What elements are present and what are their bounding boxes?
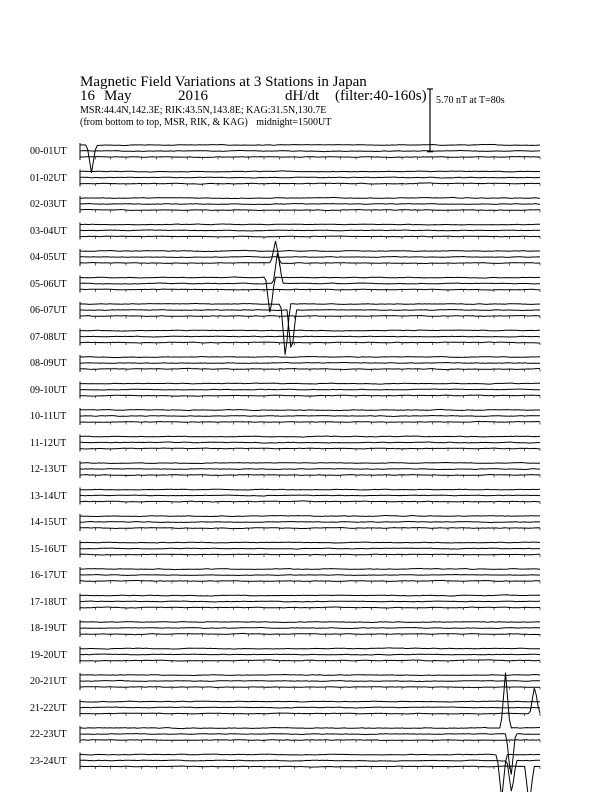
hour-label: 11-12UT <box>30 437 67 449</box>
scale-bar-label: 5.70 nT at T=80s <box>436 95 505 106</box>
date-month: May <box>104 88 132 104</box>
trace-kag <box>80 622 540 623</box>
trace-rik <box>80 469 540 470</box>
trace-rik <box>80 336 540 337</box>
trace-rik <box>80 150 540 151</box>
trace-kag <box>80 436 540 437</box>
hour-row <box>80 541 540 558</box>
hour-row <box>80 329 540 346</box>
trace-msr <box>80 607 540 608</box>
quantity-label: dH/dt <box>285 88 320 104</box>
trace-kag <box>80 595 540 596</box>
trace-rik <box>80 416 540 417</box>
hour-label: 18-19UT <box>30 623 67 634</box>
trace-kag <box>80 383 540 384</box>
trace-rik <box>80 654 540 655</box>
trace-rik <box>80 177 540 178</box>
trace-msr <box>80 241 540 264</box>
trace-kag <box>80 516 540 517</box>
trace-rik <box>80 257 540 258</box>
hour-row <box>80 241 540 266</box>
trace-kag <box>80 542 540 543</box>
trace-rik <box>80 495 540 496</box>
hour-row <box>80 408 540 425</box>
filter-label: (filter:40-160s) <box>335 88 427 104</box>
trace-kag <box>80 303 540 354</box>
hour-row <box>80 753 540 792</box>
trace-rik <box>80 760 540 791</box>
chart-title: Magnetic Field Variations at 3 Stations in Japan <box>80 74 367 90</box>
trace-rik <box>80 707 540 708</box>
trace-rik <box>80 362 540 363</box>
trace-kag <box>80 224 540 225</box>
hour-row <box>80 647 540 664</box>
trace-rik <box>80 230 540 231</box>
trace-kag <box>80 675 540 676</box>
hour-label: 21-22UT <box>30 702 67 714</box>
trace-kag <box>80 568 540 569</box>
trace-kag <box>80 357 540 358</box>
hour-label: 01-02UT <box>30 172 67 184</box>
hour-label: 22-23UT <box>30 729 67 740</box>
scale-bar <box>427 89 433 152</box>
hour-label: 20-21UT <box>30 676 67 687</box>
trace-kag <box>80 701 540 702</box>
trace-msr <box>80 766 540 792</box>
trace-msr <box>80 740 540 741</box>
order-note: (from bottom to top, MSR, RIK, & KAG) <box>80 117 248 128</box>
hour-row <box>80 223 540 240</box>
hour-label: 13-14UT <box>30 490 67 502</box>
trace-kag <box>80 463 540 464</box>
trace-msr <box>80 580 540 581</box>
hour-row <box>80 673 540 690</box>
hour-row <box>80 143 540 173</box>
hour-label: 05-06UT <box>30 278 67 290</box>
hour-row <box>80 567 540 584</box>
hour-label: 14-15UT <box>30 517 67 528</box>
hour-label: 15-16UT <box>30 543 67 555</box>
trace-rik <box>80 310 540 347</box>
station-coordinates: MSR:44.4N,142.3E; RIK:43.5N,143.8E; KAG:31.5N,130.7E <box>80 105 327 116</box>
hour-label: 08-09UT <box>30 358 67 369</box>
hour-row <box>80 382 540 399</box>
hour-label: 09-10UT <box>30 384 67 396</box>
trace-msr <box>80 395 540 396</box>
hour-label: 04-05UT <box>30 252 67 263</box>
trace-kag <box>80 277 540 312</box>
hour-row <box>80 594 540 611</box>
hour-row <box>80 488 540 505</box>
trace-rik <box>80 522 540 523</box>
trace-msr <box>80 421 540 422</box>
trace-msr <box>80 316 540 317</box>
trace-rik <box>80 204 540 205</box>
hour-row <box>80 620 540 637</box>
trace-rik <box>80 548 540 549</box>
trace-msr <box>80 210 540 211</box>
trace-msr <box>80 236 540 237</box>
date-year: 2016 <box>178 88 208 104</box>
trace-msr <box>80 342 540 343</box>
hour-label: 17-18UT <box>30 596 67 608</box>
trace-kag <box>80 250 540 251</box>
trace-rik <box>80 442 540 443</box>
hour-row <box>80 435 540 452</box>
trace-rik <box>80 575 540 576</box>
trace-rik <box>80 680 540 681</box>
hour-label: 07-08UT <box>30 331 67 343</box>
hour-row <box>80 461 540 478</box>
trace-rik <box>80 627 540 628</box>
hour-row <box>80 196 540 213</box>
trace-kag <box>80 330 540 331</box>
hour-label: 00-01UT <box>30 146 67 157</box>
hour-label: 03-04UT <box>30 225 67 237</box>
trace-kag <box>80 409 540 410</box>
hour-label: 10-11UT <box>30 411 67 422</box>
trace-rik <box>80 601 540 602</box>
hour-row <box>80 355 540 372</box>
hour-label: 06-07UT <box>30 305 67 316</box>
trace-msr <box>80 554 540 555</box>
hour-row <box>80 688 540 716</box>
hour-row <box>80 514 540 531</box>
midnight-note: midnight=1500UT <box>256 117 332 128</box>
hour-label: 16-17UT <box>30 570 67 581</box>
trace-msr <box>80 528 540 529</box>
trace-kag <box>80 197 540 198</box>
trace-msr <box>80 475 540 476</box>
trace-kag <box>80 489 540 490</box>
hour-label: 02-03UT <box>30 199 67 210</box>
trace-msr <box>80 368 540 369</box>
trace-rik <box>80 253 540 284</box>
trace-kag <box>80 171 540 172</box>
hour-label: 23-24UT <box>30 755 67 767</box>
date-day: 16 <box>80 88 95 104</box>
hour-row <box>80 302 540 355</box>
trace-rik <box>80 389 540 390</box>
hour-label: 19-20UT <box>30 649 67 661</box>
hour-label: 12-13UT <box>30 464 67 475</box>
trace-kag <box>80 648 540 649</box>
hour-row <box>80 170 540 187</box>
